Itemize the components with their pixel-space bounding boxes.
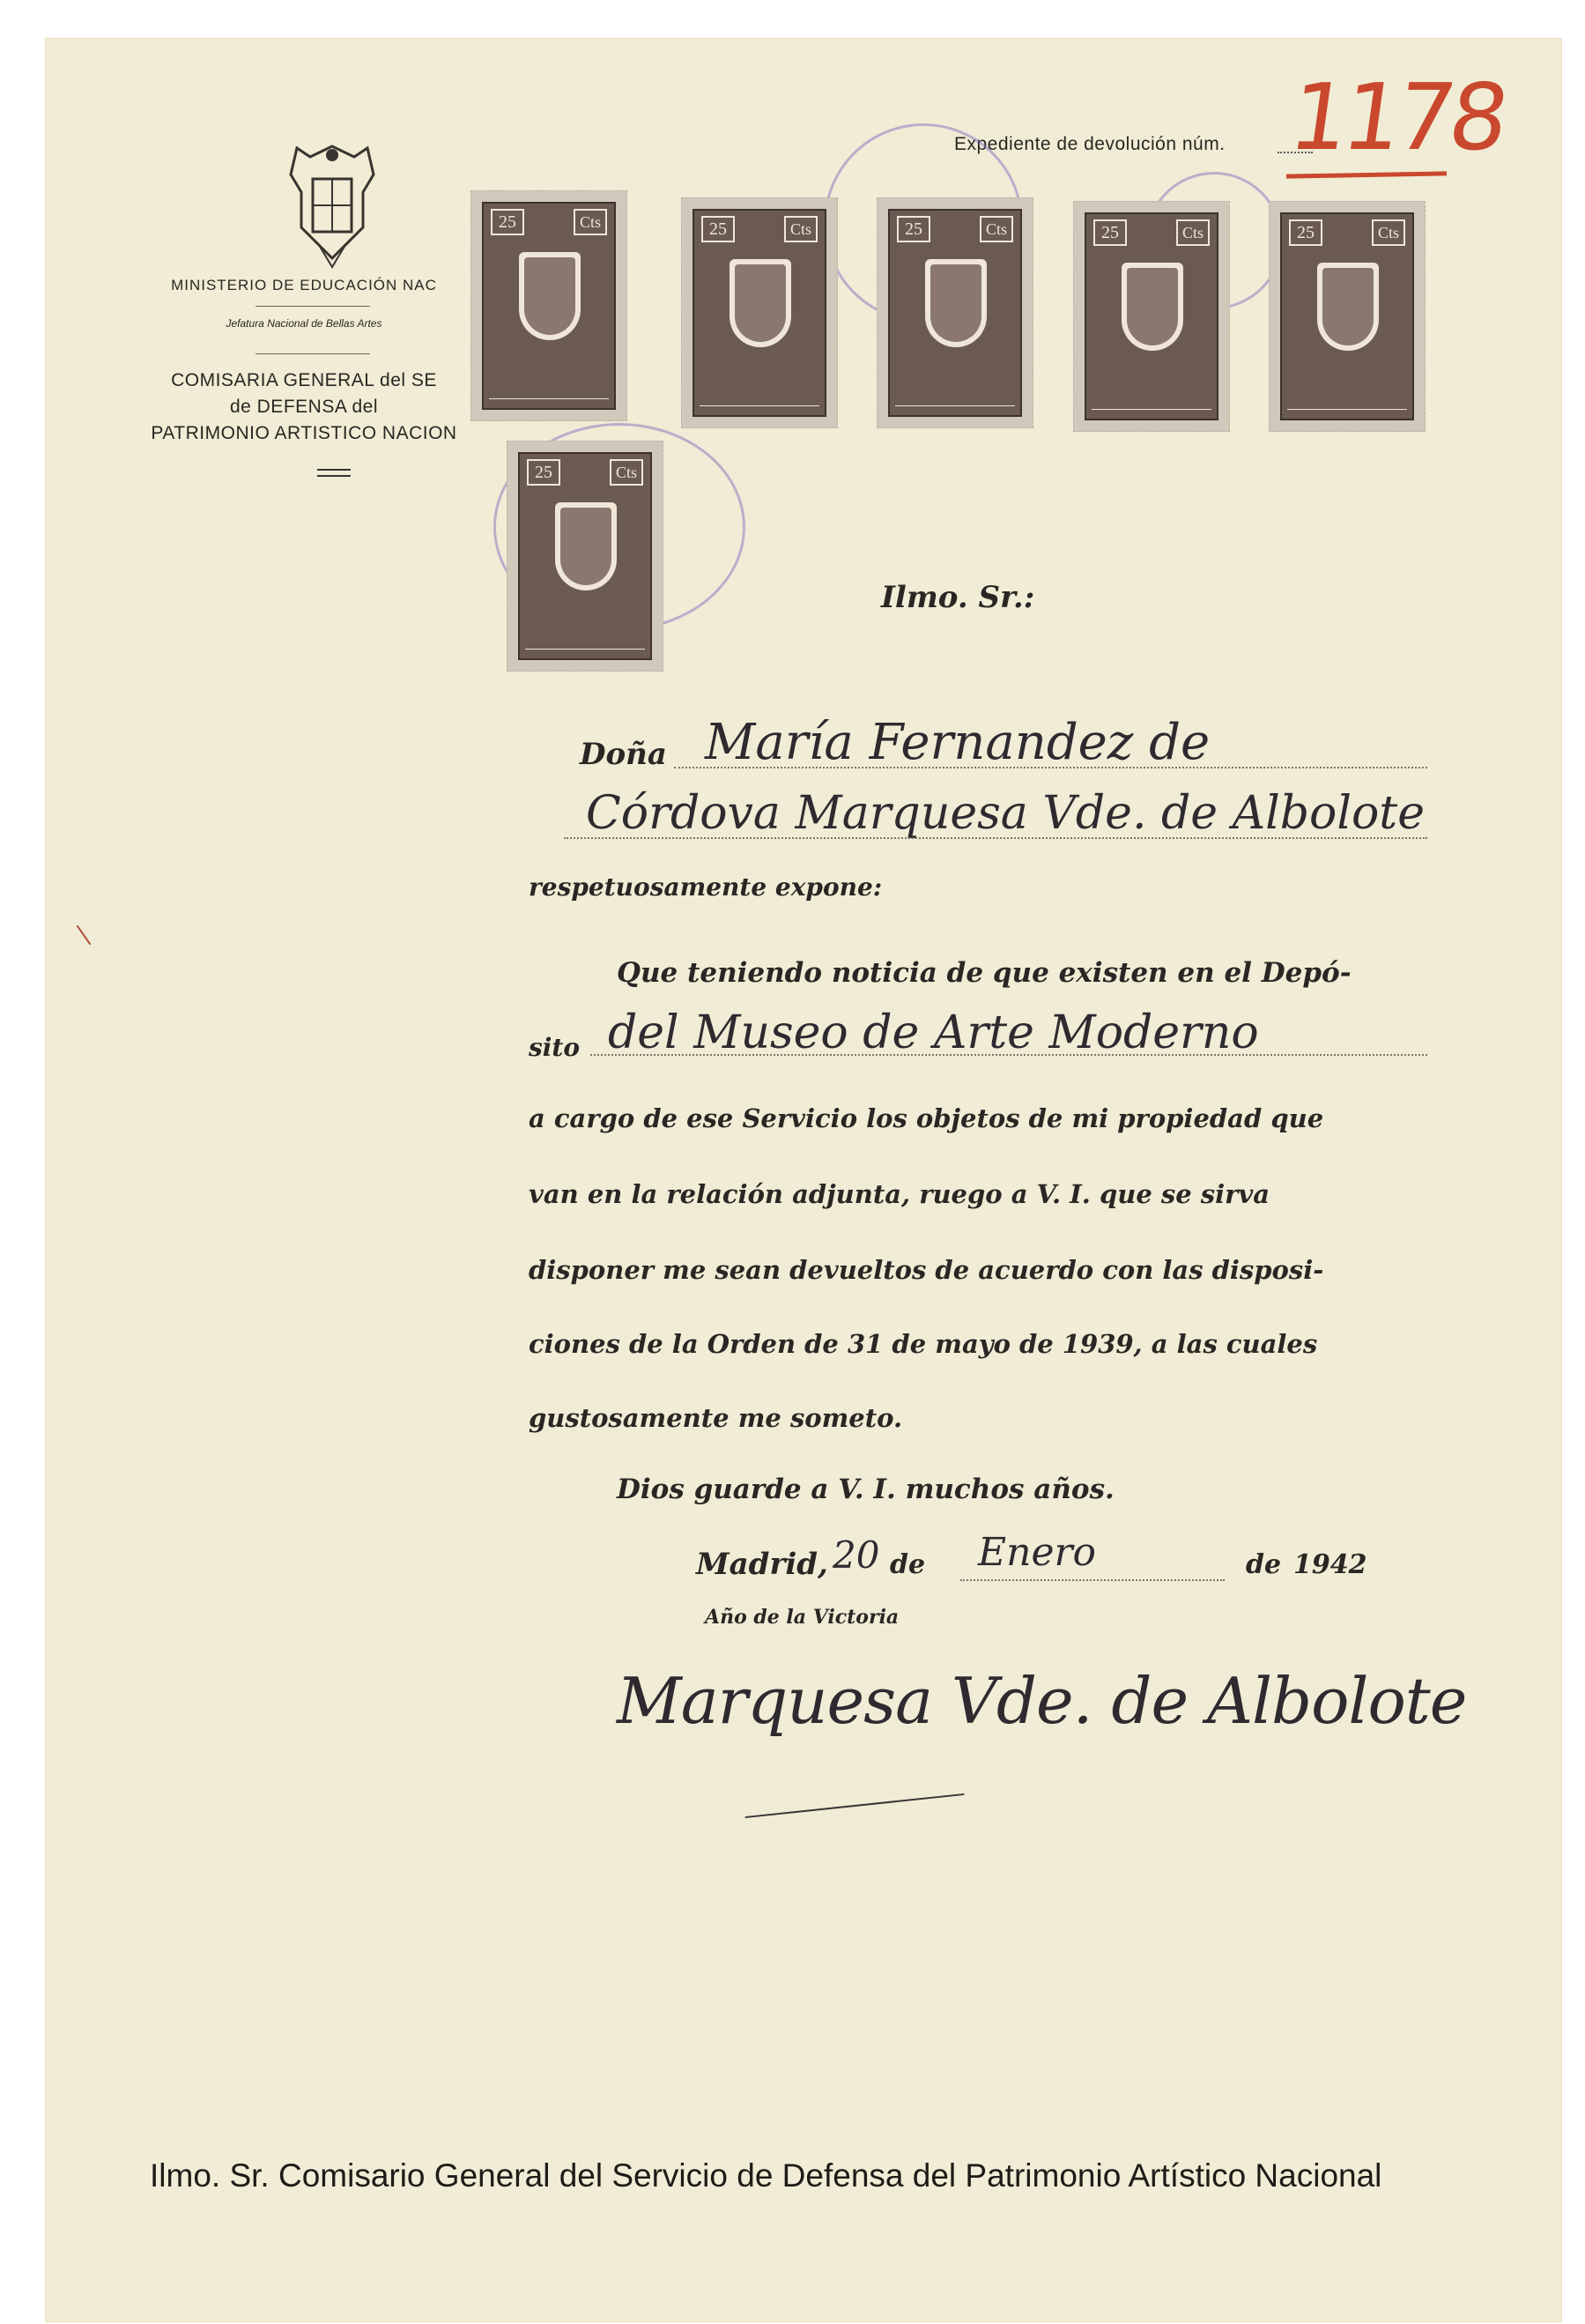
date-month: Enero	[978, 1530, 1097, 1575]
year-note: Año de la Victoria	[705, 1606, 900, 1629]
paragraph-line2: a cargo de ese Servicio los objetos de mi propiedad que	[529, 1103, 1324, 1133]
comisaria-heading-line1: COMISARIA GENERAL del SE	[171, 370, 437, 390]
ministry-heading: MINISTERIO DE EDUCACIÓN NAC	[171, 277, 437, 293]
applicant-name-line1: María Fernandez de	[705, 714, 1211, 771]
date-year: 1942	[1293, 1549, 1367, 1580]
expediente-number: 1178	[1283, 63, 1511, 171]
expediente-label: Expediente de devolución núm.	[954, 134, 1226, 154]
paragraph-line1: Que teniendo noticia de que existen en el Depó-	[617, 957, 1352, 989]
salutation: Ilmo. Sr.:	[881, 580, 1035, 615]
header-double-rule	[317, 469, 351, 477]
date-de-1: de	[890, 1549, 926, 1580]
dona-label: Doña	[580, 737, 667, 772]
revenue-stamp: 25 Cts	[681, 197, 838, 428]
comisaria-heading-line2: de DEFENSA del	[229, 397, 379, 417]
place-label: Madrid,	[696, 1547, 828, 1582]
coat-of-arms-crest	[284, 139, 381, 271]
comisaria-heading-line3: PATRIMONIO ARTISTICO NACION	[151, 423, 457, 443]
date-day: 20	[833, 1533, 880, 1577]
applicant-name-line2: Córdova Marquesa Vde. de Albolote	[586, 787, 1425, 840]
paragraph-line4: disponer me sean devueltos de acuerdo con las disposi-	[529, 1255, 1324, 1285]
revenue-stamp: 25 Cts	[1269, 201, 1426, 432]
header-divider	[256, 353, 370, 354]
revenue-stamp: 25 Cts	[1073, 201, 1230, 432]
expone-line: respetuosamente expone:	[529, 872, 883, 902]
month-dots	[960, 1579, 1225, 1581]
deposit-dots	[590, 1054, 1427, 1056]
paragraph-line6: gustosamente me someto.	[529, 1403, 903, 1433]
date-de-2: de	[1246, 1549, 1282, 1580]
name-line2-dots	[564, 837, 1427, 839]
deposit-location: del Museo de Arte Moderno	[608, 1006, 1259, 1059]
paragraph-line5: ciones de la Orden de 31 de mayo de 1939, a las cuales	[529, 1329, 1318, 1359]
name-line1-dots	[674, 767, 1427, 768]
sito-label: sito	[529, 1033, 581, 1062]
revenue-stamp: 25 Cts	[507, 441, 663, 672]
revenue-stamp: 25 Cts	[470, 190, 627, 421]
paragraph-line3: van en la relación adjunta, ruego a V. I. que se sirva	[529, 1179, 1270, 1209]
recipient-footer: Ilmo. Sr. Comisario General del Servicio de Defensa del Patrimonio Artístico Nacional	[150, 2157, 1382, 2194]
jefatura-heading: Jefatura Nacional de Bellas Artes	[226, 317, 382, 330]
closing-line: Dios guarde a V. I. muchos años.	[617, 1474, 1115, 1505]
revenue-stamp: 25 Cts	[877, 197, 1033, 428]
header-divider	[256, 306, 370, 307]
signature: Marquesa Vde. de Albolote	[617, 1664, 1467, 1738]
